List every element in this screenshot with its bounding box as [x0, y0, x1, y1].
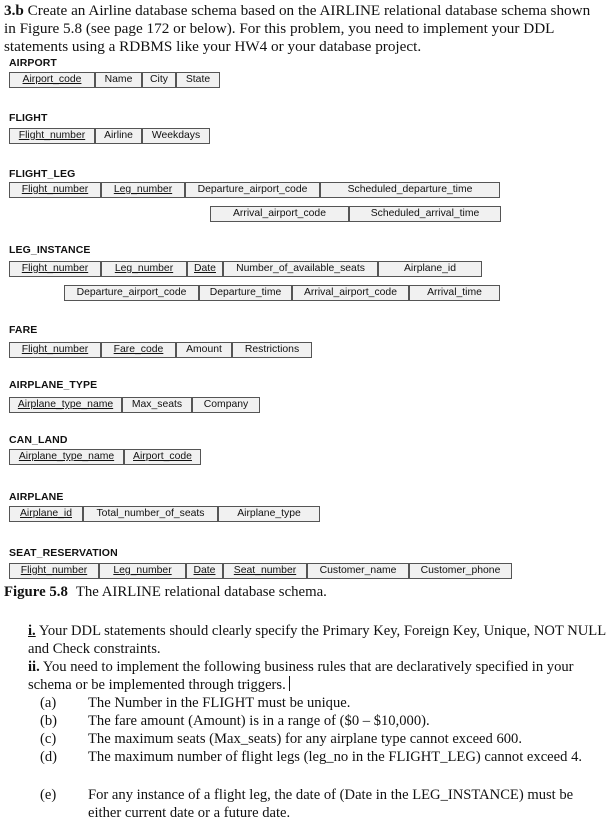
- relation-name-leg-instance: LEG_INSTANCE: [9, 244, 91, 256]
- attr-airport-name: Name: [95, 72, 142, 88]
- attr-airplane-airplane-type: Airplane_type: [218, 506, 320, 522]
- attr-seat-reservation-leg-number: Leg_number: [99, 563, 186, 579]
- attr-leg-instance-flight-number: Flight_number: [9, 261, 101, 277]
- attr-flight-weekdays: Weekdays: [142, 128, 210, 144]
- attr-fare-restrictions: Restrictions: [232, 342, 312, 358]
- attr-airport-code: Airport_code: [9, 72, 95, 88]
- rule-text: The Number in the FLIGHT must be unique.: [88, 695, 351, 711]
- attr-seat-reservation-seat-number: Seat_number: [223, 563, 307, 579]
- attr-leg-instance-arrival-airport-code: Arrival_airport_code: [292, 285, 409, 301]
- attr-flight-leg-flight-number: Flight_number: [9, 182, 101, 198]
- rule-label: (a): [40, 695, 57, 711]
- requirement-i-text: Your DDL statements should clearly specify the Primary Key, Foreign Key, Unique, NOT NULL and Check constraints.: [28, 623, 606, 657]
- requirement-i: [28, 622, 608, 658]
- attr-fare-amount: Amount: [176, 342, 232, 358]
- relation-name-airport: AIRPORT: [9, 57, 57, 69]
- relation-name-airplane: AIRPLANE: [9, 491, 64, 503]
- attr-flight-leg-departure-airport-code: Departure_airport_code: [185, 182, 320, 198]
- text-cursor: [289, 676, 290, 691]
- attr-seat-reservation-flight-number: Flight_number: [9, 563, 99, 579]
- attr-fare-flight-number: Flight_number: [9, 342, 101, 358]
- attr-leg-instance-arrival-time: Arrival_time: [409, 285, 500, 301]
- attr-leg-instance-airplane-id: Airplane_id: [378, 261, 482, 277]
- requirement-ii-text: You need to implement the following business rules that are declaratively specified in your schema or be implemented through triggers.: [28, 659, 574, 693]
- requirements-section: [28, 622, 608, 821]
- attr-can-land-airplane-type-name: Airplane_type_name: [9, 449, 124, 465]
- attr-seat-reservation-date: Date: [186, 563, 223, 579]
- attr-fare-fare-code: Fare_code: [101, 342, 176, 358]
- rule-text: The fare amount (Amount) is in a range of ($0 – $10,000).: [88, 713, 430, 729]
- rule-label: (d): [40, 749, 58, 765]
- attr-can-land-airport-code: Airport_code: [124, 449, 201, 465]
- attr-leg-instance-date: Date: [187, 261, 223, 277]
- attr-airplane-id: Airplane_id: [9, 506, 83, 522]
- attr-flight-leg-scheduled-departure-time: Scheduled_departure_time: [320, 182, 500, 198]
- rule-label: (c): [40, 731, 57, 747]
- attr-flight-number: Flight_number: [9, 128, 95, 144]
- figure-label: Figure 5.8: [4, 584, 68, 600]
- requirement-ii: [28, 658, 608, 694]
- attr-airplane-type-company: Company: [192, 397, 260, 413]
- figure-caption-text: The AIRLINE relational database schema.: [75, 584, 327, 600]
- attr-leg-instance-departure-time: Departure_time: [199, 285, 292, 301]
- attr-airport-city: City: [142, 72, 176, 88]
- relation-name-fare: FARE: [9, 324, 38, 336]
- attr-flight-leg-leg-number: Leg_number: [101, 182, 185, 198]
- relation-name-seat-reservation: SEAT_RESERVATION: [9, 547, 118, 559]
- attr-airplane-total-seats: Total_number_of_seats: [83, 506, 218, 522]
- attr-seat-reservation-customer-name: Customer_name: [307, 563, 409, 579]
- rule-text: The maximum number of flight legs (leg_no in the FLIGHT_LEG) cannot exceed 4.: [88, 749, 583, 765]
- attr-flight-airline: Airline: [95, 128, 142, 144]
- relation-name-flight-leg: FLIGHT_LEG: [9, 168, 76, 180]
- relation-name-flight: FLIGHT: [9, 112, 48, 124]
- requirement-ii-label: ii.: [28, 659, 40, 675]
- rule-label: (b): [40, 713, 58, 729]
- attr-airport-state: State: [176, 72, 220, 88]
- attr-flight-leg-arrival-airport-code: Arrival_airport_code: [210, 206, 349, 222]
- rule-text: For any instance of a flight leg, the date of (Date in the LEG_INSTANCE) must be either current date or a future date.: [88, 787, 574, 821]
- attr-flight-leg-scheduled-arrival-time: Scheduled_arrival_time: [349, 206, 501, 222]
- figure-caption: [4, 584, 327, 601]
- rule-text: The maximum seats (Max_seats) for any airplane type cannot exceed 600.: [88, 731, 523, 747]
- attr-airplane-type-name: Airplane_type_name: [9, 397, 122, 413]
- relation-name-can-land: CAN_LAND: [9, 434, 68, 446]
- attr-leg-instance-leg-number: Leg_number: [101, 261, 187, 277]
- attr-airplane-type-max-seats: Max_seats: [122, 397, 192, 413]
- rule-label: (e): [40, 787, 57, 803]
- relation-name-airplane-type: AIRPLANE_TYPE: [9, 379, 98, 391]
- attr-seat-reservation-customer-phone: Customer_phone: [409, 563, 512, 579]
- problem-text: Create an Airline database schema based on the AIRLINE relational database schema shown in Figure 5.8 (see page 172 or below). For this problem, you need to implement your DDL statements using a RDBMS like your HW4 or your database project.: [4, 2, 591, 55]
- attr-leg-instance-available-seats: Number_of_available_seats: [223, 261, 378, 277]
- requirement-i-label: i.: [28, 623, 36, 639]
- problem-label: 3.b: [4, 2, 24, 19]
- attr-leg-instance-departure-airport-code: Departure_airport_code: [64, 285, 199, 301]
